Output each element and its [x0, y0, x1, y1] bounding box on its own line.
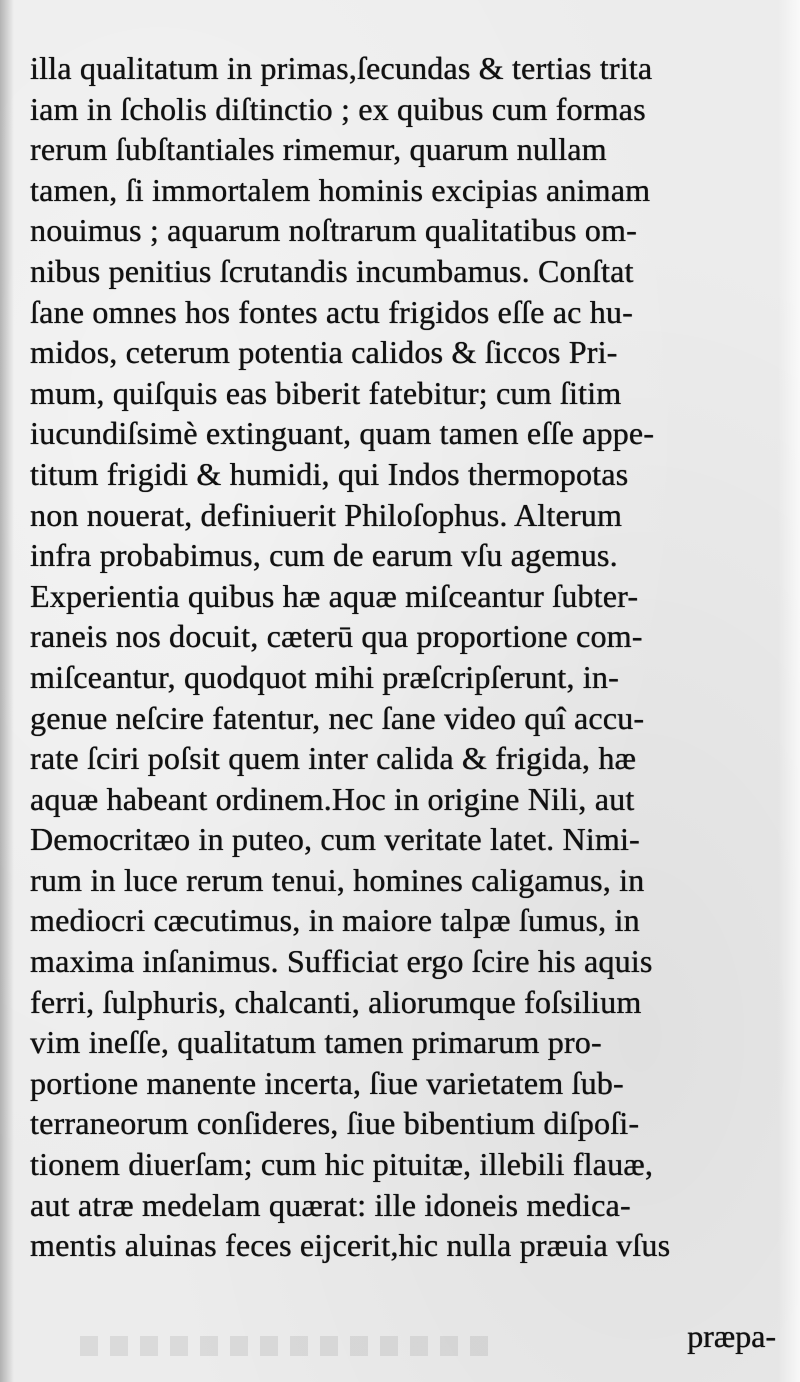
- text-line: non nouerat, definiuerit Philoſophus. Alterum: [30, 496, 623, 533]
- text-line: rum in luce rerum tenui, homines caligamus, in: [30, 861, 645, 898]
- text-line: aut atræ medelam quærat: ille idoneis medica-: [30, 1186, 631, 1223]
- show-through: [80, 1336, 500, 1356]
- text-line: Democritæo in puteo, cum veritate latet. Nimi-: [30, 821, 640, 858]
- text-line: miſceantur, quodquot mihi præſcripſerunt, in-: [30, 658, 619, 695]
- text-line: tionem diuerſam; cum hic pituitæ, illebili flauæ,: [30, 1146, 654, 1183]
- text-line: maxima inſanimus. Sufficiat ergo ſcire his aquis: [30, 943, 653, 980]
- binding-shadow: [0, 0, 14, 1382]
- text-line: nibus penitius ſcrutandis incumbamus. Conſtat: [30, 252, 634, 289]
- text-line: nouimus ; aquarum noſtrarum qualitatibus om-: [30, 212, 637, 249]
- text-line: aquæ habeant ordinem.Hoc in origine Nili, aut: [30, 780, 635, 817]
- text-line: portione manente incerta, ſiue varietatem ſub-: [30, 1064, 624, 1101]
- text-line: midos, ceterum potentia calidos & ſiccos Pri-: [30, 334, 618, 371]
- text-line: vim ineſſe, qualitatum tamen primarum pro-: [30, 1024, 602, 1061]
- text-line: mentis aluinas feces eijcerit,hic nulla præuia vſus: [30, 1227, 671, 1264]
- text-line: illa qualitatum in primas,ſecundas & tertias trita: [30, 50, 653, 86]
- text-line: ferri, ſulphuris, chalcanti, aliorumque foſsilium: [30, 983, 642, 1020]
- text-line: Experientia quibus hæ aquæ miſceantur ſubter-: [30, 577, 639, 614]
- text-line: iam in ſcholis diſtinctio ; ex quibus cum formas: [30, 90, 646, 127]
- text-line: raneis nos docuit, cæterū qua proportione com-: [30, 618, 643, 655]
- text-line: terraneorum conſideres, ſiue bibentium diſpoſi-: [30, 1105, 640, 1142]
- text-line: genue neſcire fatentur, nec ſane video quî accu-: [30, 699, 645, 736]
- text-line: rerum ſubſtantiales rimemur, quarum nullam: [30, 131, 607, 168]
- text-line: mediocri cæcutimus, in maiore talpæ ſumus, in: [30, 902, 640, 939]
- text-line: infra probabimus, cum de earum vſu agemus.: [30, 537, 618, 574]
- text-line: rate ſciri poſsit quem inter calida & frigida, hæ: [30, 740, 637, 777]
- body-text: [30, 48, 790, 1266]
- text-line: tamen, ſi immortalem hominis excipias animam: [30, 171, 651, 208]
- catchword: præpa-: [687, 1318, 776, 1354]
- text-line: mum, quiſquis eas biberit fatebitur; cum ſitim: [30, 374, 622, 411]
- text-line: ſane omnes hos fontes actu frigidos eſſe ac hu-: [30, 293, 633, 330]
- text-line: titum frigidi & humidi, qui Indos thermopotas: [30, 455, 629, 492]
- text-line: iucundiſsimè extinguant, quam tamen eſſe appe-: [30, 415, 655, 452]
